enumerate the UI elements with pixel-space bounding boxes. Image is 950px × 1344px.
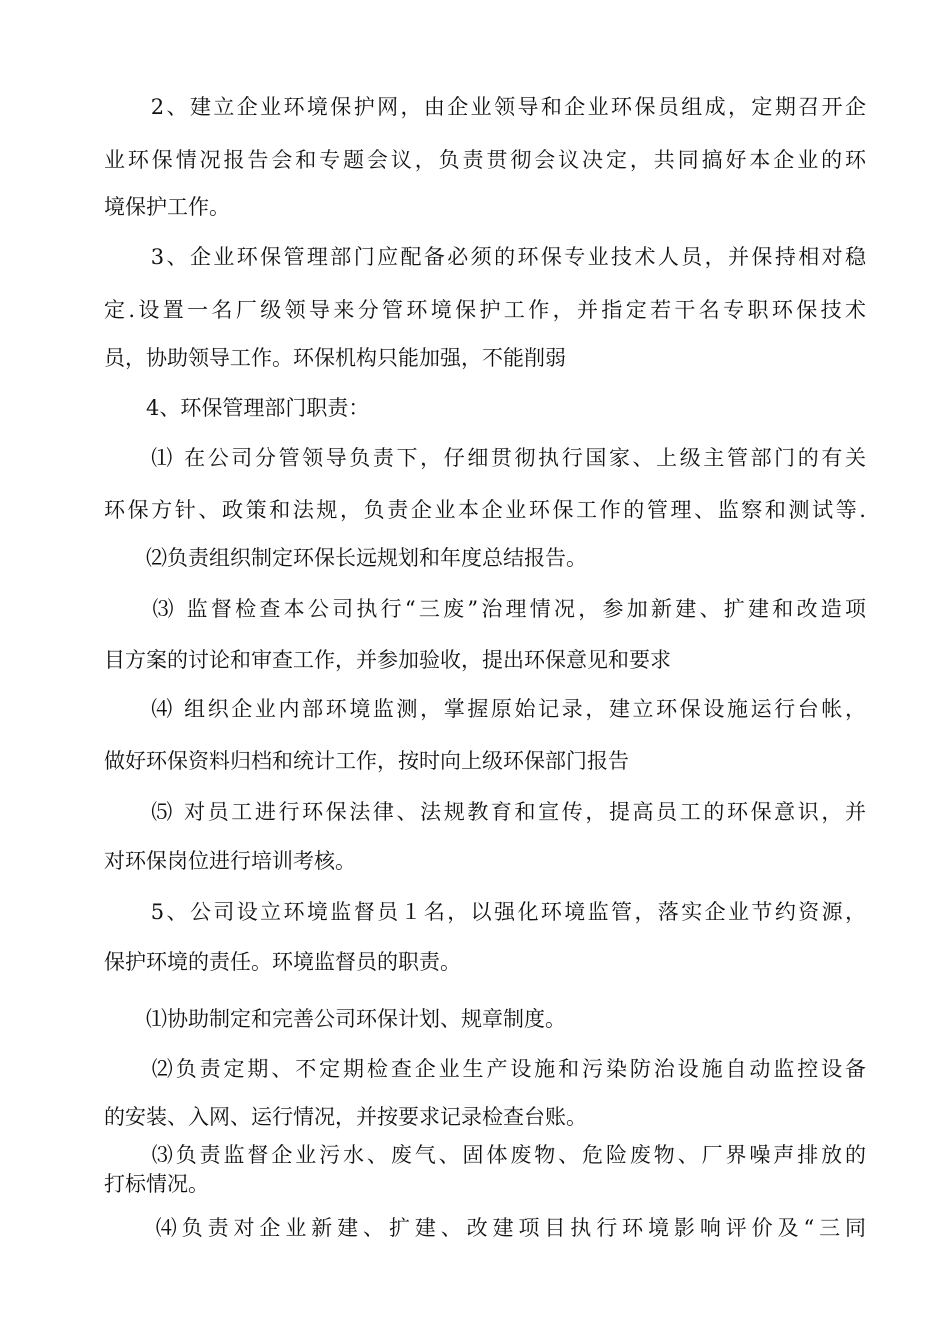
text-line: ⑷负责对企业新建、扩建、改建项目执行环境影响评价及“三同	[104, 1216, 866, 1240]
text-line: 保护环境的责任。环境监督员的职责。	[104, 950, 461, 974]
text-line: 境保护工作。	[104, 195, 230, 219]
text-line: ⑷ 组织企业内部环境监测，掌握原始记录，建立环保设施运行台帐，	[104, 697, 866, 721]
text-line: 员，协助领导工作。环保机构只能加强，不能削弱	[104, 346, 566, 370]
text-line: ⑶ 监督检查本公司执行“三废”治理情况，参加新建、扩建和改造项	[104, 597, 866, 621]
text-line: 3、企业环保管理部门应配备必须的环保专业技术人员，并保持相对稳	[104, 245, 866, 269]
text-line: ⑵负责定期、不定期检查企业生产设施和污染防治设施自动监控设备	[104, 1057, 866, 1081]
text-line: 做好环保资料归档和统计工作，按时向上级环保部门报告	[104, 749, 629, 773]
text-line: 5、公司设立环境监督员１名，以强化环境监管，落实企业节约资源，	[104, 900, 866, 924]
text-line: 打标情况。	[104, 1172, 209, 1196]
text-line: 定.设置一名厂级领导来分管环境保护工作，并指定若干名专职环保技术	[104, 298, 866, 322]
text-line: 目方案的讨论和审查工作，并参加验收，提出环保意见和要求	[104, 648, 671, 672]
text-line: ⑶负责监督企业污水、废气、固体废物、危险废物、厂界噪声排放的	[104, 1143, 866, 1167]
text-line: 4、环保管理部门职责：	[104, 396, 370, 420]
text-line: 2、建立企业环境保护网，由企业领导和企业环保员组成，定期召开企	[104, 95, 866, 119]
text-line: 业环保情况报告会和专题会议，负责贯彻会议决定，共同搞好本企业的环	[104, 148, 866, 172]
text-line: ⑴ 在公司分管领导负责下，仔细贯彻执行国家、上级主管部门的有关	[104, 446, 866, 470]
text-line: 环保方针、政策和法规，负责企业本企业环保工作的管理、监察和测试等.	[104, 498, 866, 522]
text-line: 对环保岗位进行培训考核。	[104, 849, 356, 873]
text-line: ⑸ 对员工进行环保法律、法规教育和宣传，提高员工的环保意识，并	[104, 800, 866, 824]
text-line: ⑴协助制定和完善公司环保计划、规章制度。	[104, 1007, 566, 1031]
text-line: 的安装、入网、运行情况，并按要求记录检查台账。	[104, 1105, 587, 1129]
text-line: ⑵负责组织制定环保长远规划和年度总结报告。	[104, 546, 587, 570]
